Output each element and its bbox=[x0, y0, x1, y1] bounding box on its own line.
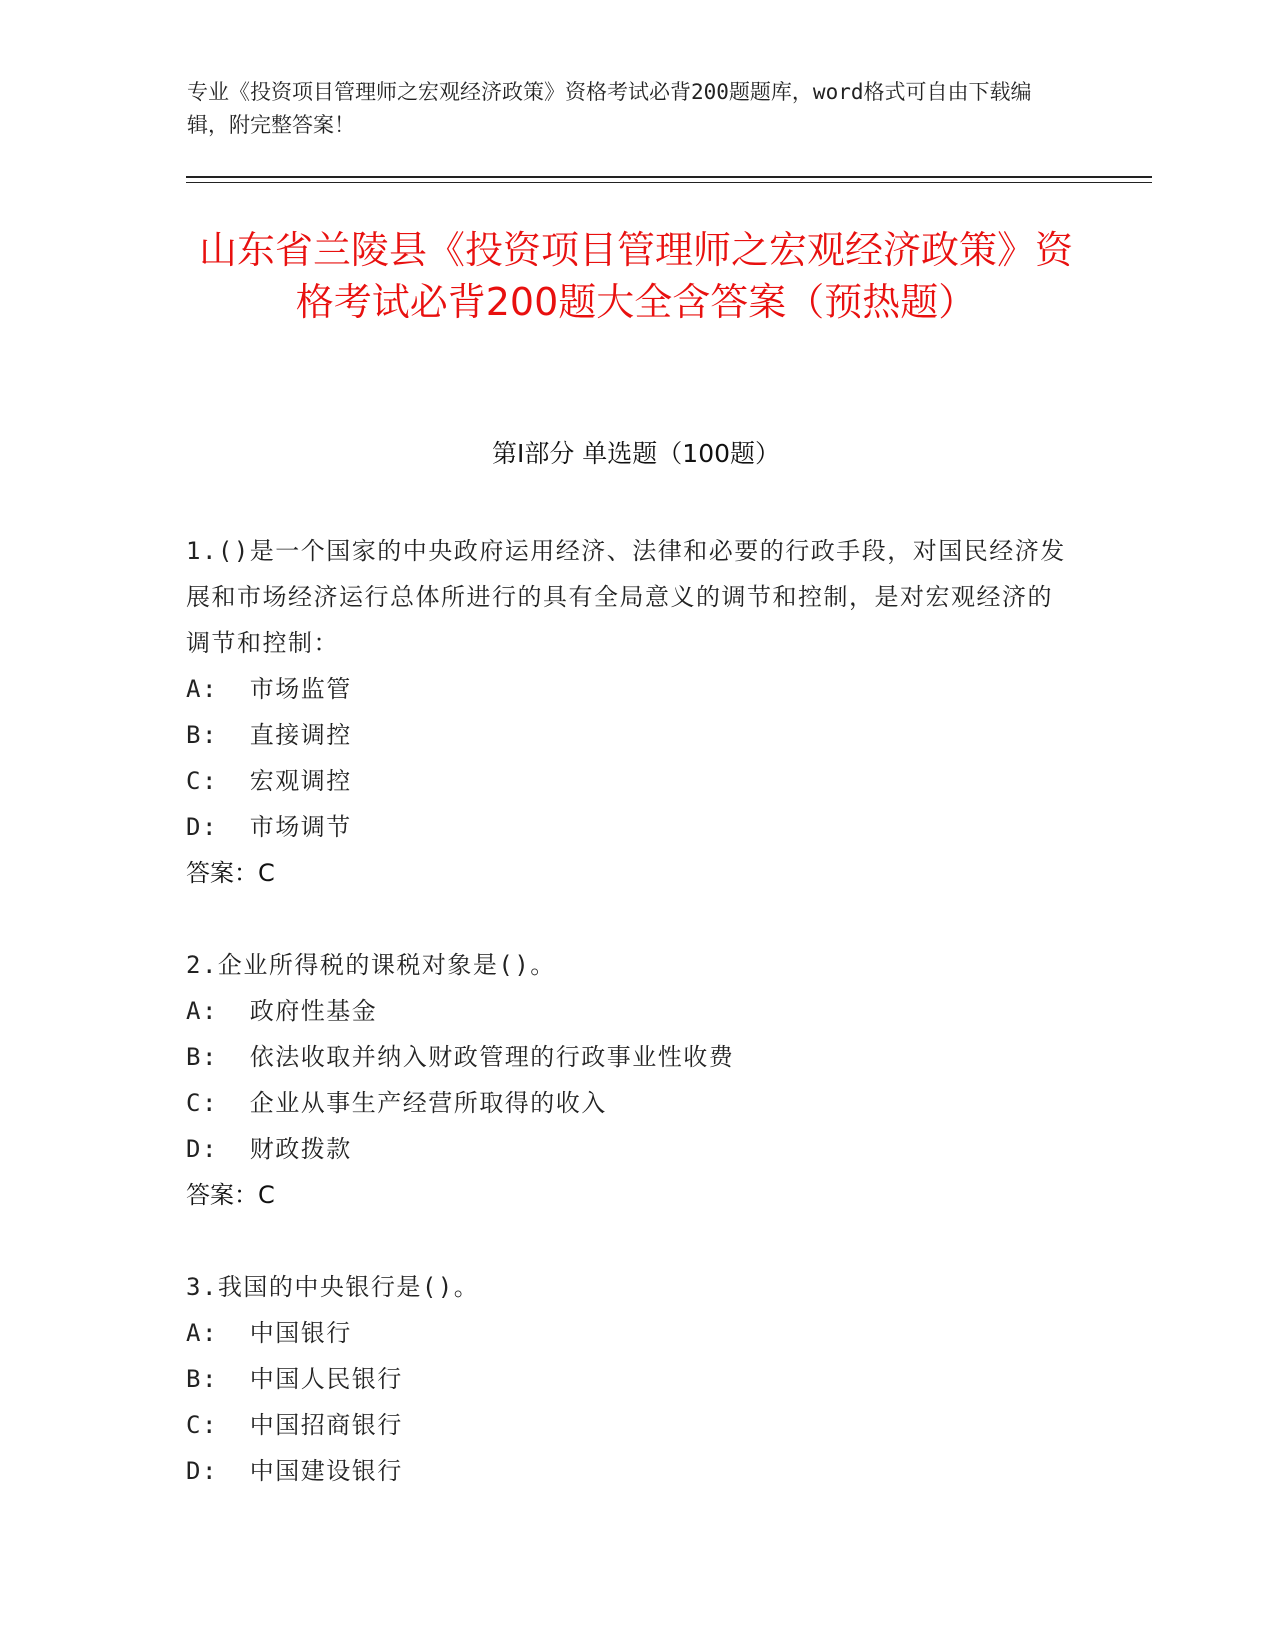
header-divider-thin bbox=[186, 182, 1152, 183]
question-stem: 2.企业所得税的课税对象是()。 bbox=[186, 951, 556, 979]
option-a: A: 市场监管 bbox=[186, 675, 352, 703]
option-a: A: 中国银行 bbox=[186, 1319, 352, 1347]
option-c: C: 宏观调控 bbox=[186, 767, 352, 795]
header-divider-thick bbox=[186, 176, 1152, 178]
option-a: A: 政府性基金 bbox=[186, 997, 378, 1025]
question-item bbox=[186, 1264, 1066, 1494]
question-stem: 1.()是一个国家的中央政府运用经济、法律和必要的行政手段，对国民经济发展和市场经济运行总体所进行的具有全局意义的调节和控制，是对宏观经济的调节和控制： bbox=[186, 537, 1066, 657]
answer: 答案：C bbox=[186, 1181, 275, 1209]
option-d: D: 财政拨款 bbox=[186, 1135, 352, 1163]
option-b: B: 依法收取并纳入财政管理的行政事业性收费 bbox=[186, 1043, 735, 1071]
section-heading: 第Ⅰ部分 单选题（100题） bbox=[491, 439, 781, 468]
option-d: D: 市场调节 bbox=[186, 813, 352, 841]
question-list bbox=[186, 528, 1066, 1540]
option-b: B: 直接调控 bbox=[186, 721, 352, 749]
question-stem: 3.我国的中央银行是()。 bbox=[186, 1273, 480, 1301]
option-c: C: 企业从事生产经营所取得的收入 bbox=[186, 1089, 607, 1117]
question-item bbox=[186, 528, 1066, 896]
document-title: 山东省兰陵县《投资项目管理师之宏观经济政策》资格考试必背200题大全含答案（预热题） bbox=[198, 228, 1073, 324]
question-item bbox=[186, 942, 1066, 1218]
option-d: D: 中国建设银行 bbox=[186, 1457, 403, 1485]
option-c: C: 中国招商银行 bbox=[186, 1411, 403, 1439]
answer: 答案：C bbox=[186, 859, 275, 887]
document-header-note: 专业《投资项目管理师之宏观经济政策》资格考试必背200题题库，word格式可自由下载编辑，附完整答案！ bbox=[187, 80, 1032, 137]
option-b: B: 中国人民银行 bbox=[186, 1365, 403, 1393]
